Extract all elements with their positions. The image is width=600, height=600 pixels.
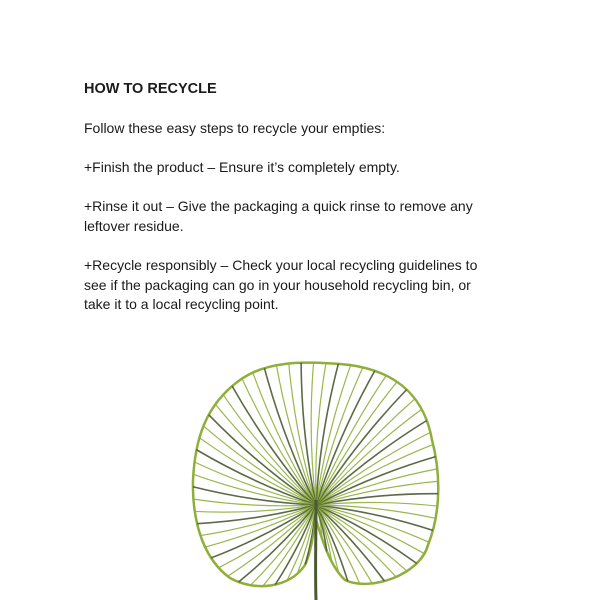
step-recycle: +Recycle responsibly – Check your local recycling guidelines to see if the packaging can go in your household recycling bin, or take it to a local recycling point. [84,257,478,312]
page-title: HOW TO RECYCLE [84,81,217,97]
step-rinse: +Rinse it out – Give the packaging a quick rinse to remove any leftover residue. [84,198,473,234]
step-finish: +Finish the product – Ensure it’s completely empty. [84,159,400,175]
intro-text: Follow these easy steps to recycle your empties: [84,120,386,136]
